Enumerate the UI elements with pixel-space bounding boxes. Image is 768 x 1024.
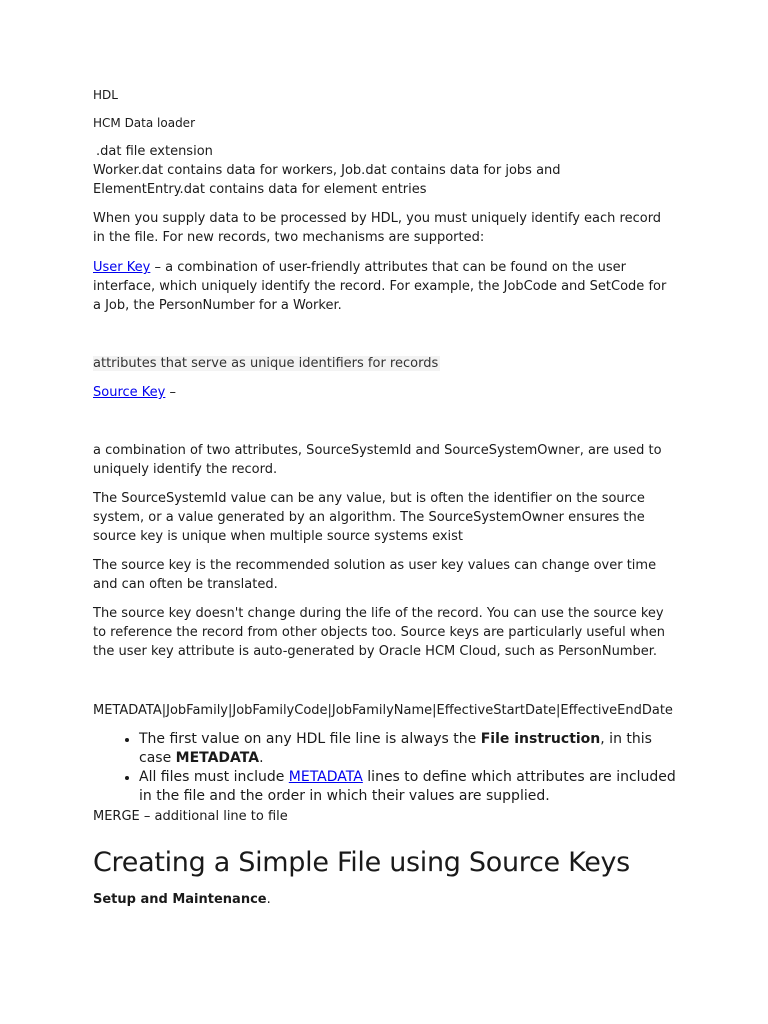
ext-line: .dat file extension: [96, 144, 213, 159]
source-key-definition: a combination of two attributes, SourceSystemId and SourceSystemOwner, are used to uniquely identify the record.: [93, 443, 662, 477]
list-item: [139, 730, 678, 768]
user-key-paragraph: [93, 258, 673, 315]
bullet1-text-2: , in this case: [139, 731, 652, 766]
section-heading: Creating a Simple File using Source Keys: [93, 847, 630, 878]
recommendation-paragraph: The source key is the recommended solution as user key values can change over time and can often be translated.: [93, 558, 657, 592]
setup-period: .: [266, 892, 271, 907]
merge-line: MERGE – additional line to file: [93, 809, 288, 824]
bullet1-period: .: [259, 750, 264, 766]
list-item: [139, 768, 678, 806]
highlight-paragraph: [93, 354, 673, 373]
source-key-link[interactable]: Source Key: [93, 385, 166, 400]
bullet1-bold-metadata: METADATA: [175, 750, 260, 766]
bullet2-text: All files must include: [139, 769, 289, 785]
source-system-paragraph: The SourceSystemId value can be any value, but is often the identifier on the source system, or a value generated by an algorithm. The SourceSystemOwner ensures the source key is unique when multiple source systems exist: [93, 491, 645, 544]
metadata-link[interactable]: METADATA: [288, 769, 363, 785]
user-key-description: – a combination of user-friendly attributes that can be found on the user interface, which uniquely identify the record. For example, the JobCode and SetCode for a Job, the PersonNumber for a Worker.: [93, 260, 667, 313]
instruction-list: [93, 730, 678, 806]
source-key-dash: –: [165, 385, 176, 400]
bullet2-text-2: lines to define which attributes are included in the file and the order in which their values are supplied.: [139, 769, 676, 804]
source-key-paragraph: [93, 383, 673, 402]
source-key-life-paragraph: The source key doesn't change during the life of the record. You can use the source key to reference the record from other objects too. Source keys are particularly useful when the user key attribute is auto-generated by Oracle HCM Cloud, such as PersonNumber.: [93, 606, 665, 659]
files-paragraph: Worker.dat contains data for workers, Job.dat contains data for jobs and ElementEntry.dat contains data for element entries: [93, 163, 561, 197]
user-key-link[interactable]: User Key: [93, 260, 151, 275]
doc-title: HDL: [93, 88, 118, 102]
intro-paragraph: When you supply data to be processed by HDL, you must uniquely identify each record in the file. For new records, two mechanisms are supported:: [93, 211, 662, 245]
bullet1-text: The first value on any HDL file line is always the: [139, 731, 481, 747]
highlighted-text: attributes that serve as unique identifiers for records: [93, 356, 439, 371]
metadata-line: METADATA|JobFamily|JobFamilyCode|JobFamilyName|EffectiveStartDate|EffectiveEndDate: [93, 703, 673, 718]
setup-paragraph: [93, 890, 673, 909]
setup-maintenance-bold: Setup and Maintenance: [93, 892, 267, 907]
bullet1-bold-file-instruction: File instruction: [480, 731, 601, 747]
doc-subtitle: HCM Data loader: [93, 116, 195, 130]
